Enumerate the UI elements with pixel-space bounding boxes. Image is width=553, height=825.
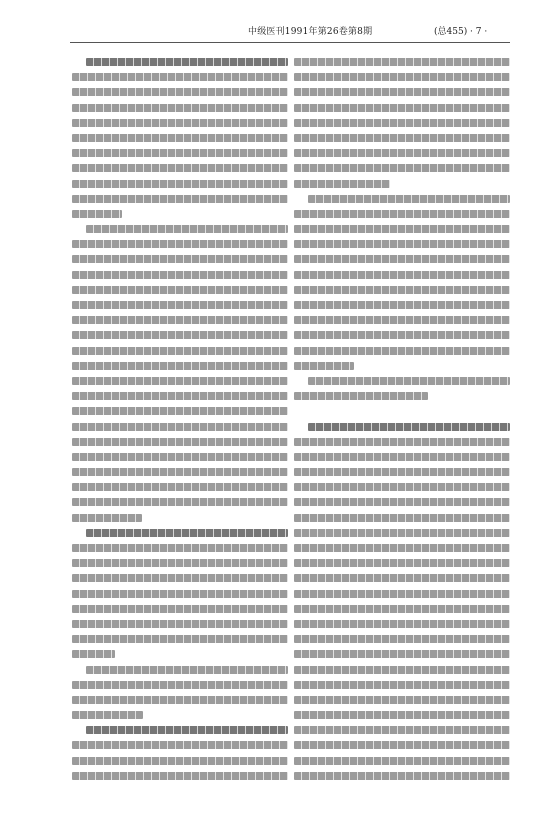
body-text-line <box>72 559 288 567</box>
body-text-line <box>294 225 510 233</box>
body-text-line <box>72 119 288 127</box>
body-text-line <box>294 498 510 506</box>
body-text-line <box>72 271 288 279</box>
body-text-line <box>294 757 510 765</box>
body-text-line <box>294 331 510 339</box>
body-text-line <box>72 757 288 765</box>
body-text-line <box>294 620 510 628</box>
body-text-line <box>294 696 510 704</box>
body-text-line <box>72 255 288 263</box>
body-text-line <box>294 104 510 112</box>
body-text-line <box>72 483 288 491</box>
body-text-line <box>294 271 510 279</box>
body-text-line <box>72 544 288 552</box>
body-text-line <box>72 590 288 598</box>
body-text-line <box>294 726 510 734</box>
body-text-line <box>294 772 510 780</box>
body-text-line <box>294 605 510 613</box>
body-text-line <box>86 58 288 66</box>
body-text-line <box>72 88 288 96</box>
body-text-line <box>294 210 510 218</box>
body-text-line <box>294 301 510 309</box>
body-text-line <box>72 514 142 522</box>
body-text-line <box>294 741 510 749</box>
body-text-line <box>294 164 510 172</box>
body-text-line <box>72 362 288 370</box>
body-text-line <box>72 635 288 643</box>
body-text-line <box>72 195 288 203</box>
body-text-line <box>294 514 510 522</box>
text-column-right <box>294 58 510 800</box>
body-text-line <box>294 362 354 370</box>
body-text-line <box>294 681 510 689</box>
journal-running-title: 中级医刊1991年第26卷第8期 <box>248 27 373 37</box>
body-text-line <box>72 711 143 719</box>
body-text-line <box>308 377 510 385</box>
body-text-line <box>294 483 510 491</box>
page-header <box>0 24 553 42</box>
body-text-line <box>72 741 288 749</box>
body-text-line <box>294 468 510 476</box>
body-text-line <box>72 347 288 355</box>
body-text-line <box>72 331 288 339</box>
body-text-line <box>294 286 510 294</box>
body-text-line <box>294 255 510 263</box>
body-text-line <box>72 392 288 400</box>
body-text-line <box>72 180 288 188</box>
body-text-line <box>294 407 510 415</box>
body-text-line <box>86 726 288 734</box>
body-text-line <box>72 453 288 461</box>
body-text-line <box>86 225 288 233</box>
body-text-line <box>86 529 288 537</box>
body-text-line <box>72 407 288 415</box>
body-text-line <box>72 73 288 81</box>
body-text-line <box>294 149 510 157</box>
body-text-line <box>72 574 288 582</box>
body-text-line <box>72 696 288 704</box>
body-text-line <box>72 377 288 385</box>
body-text-line <box>294 650 510 658</box>
body-text-line <box>294 119 510 127</box>
body-text-line <box>72 468 288 476</box>
body-text-line <box>72 316 288 324</box>
text-column-left <box>72 58 288 800</box>
body-text-line <box>294 316 510 324</box>
body-text-line <box>294 73 510 81</box>
body-text-line <box>294 559 510 567</box>
body-text-line <box>72 104 288 112</box>
body-text-line <box>72 134 288 142</box>
body-text-line <box>72 620 288 628</box>
body-text-line <box>294 240 510 248</box>
body-text-line <box>294 438 510 446</box>
body-text-line <box>294 544 510 552</box>
body-text-line <box>72 164 288 172</box>
body-text-line <box>294 711 510 719</box>
body-text-line <box>294 134 510 142</box>
body-text-line <box>72 423 288 431</box>
body-text-line <box>72 240 288 248</box>
body-text-line <box>294 88 510 96</box>
body-text-line <box>72 301 288 309</box>
body-text-line <box>72 681 288 689</box>
body-text-line <box>72 286 288 294</box>
body-text-line <box>294 180 390 188</box>
body-text-line <box>294 453 510 461</box>
body-text-line <box>72 650 115 658</box>
page-number: (总455) · 7 · <box>434 27 488 37</box>
body-text-line <box>308 195 510 203</box>
body-text-line <box>294 590 510 598</box>
body-text-line <box>72 772 288 780</box>
body-text-line <box>294 347 510 355</box>
body-text-line <box>294 392 428 400</box>
body-text-line <box>72 210 122 218</box>
body-text-line <box>294 529 510 537</box>
body-text-line <box>294 666 510 674</box>
body-text-line <box>308 423 510 431</box>
header-rule <box>70 42 510 43</box>
body-text-line <box>72 438 288 446</box>
body-text-line <box>72 149 288 157</box>
body-text-line <box>72 605 288 613</box>
body-text-line <box>72 498 288 506</box>
body-text-line <box>294 574 510 582</box>
body-text-line <box>294 58 510 66</box>
body-text-line <box>294 635 510 643</box>
body-text-line <box>86 666 288 674</box>
